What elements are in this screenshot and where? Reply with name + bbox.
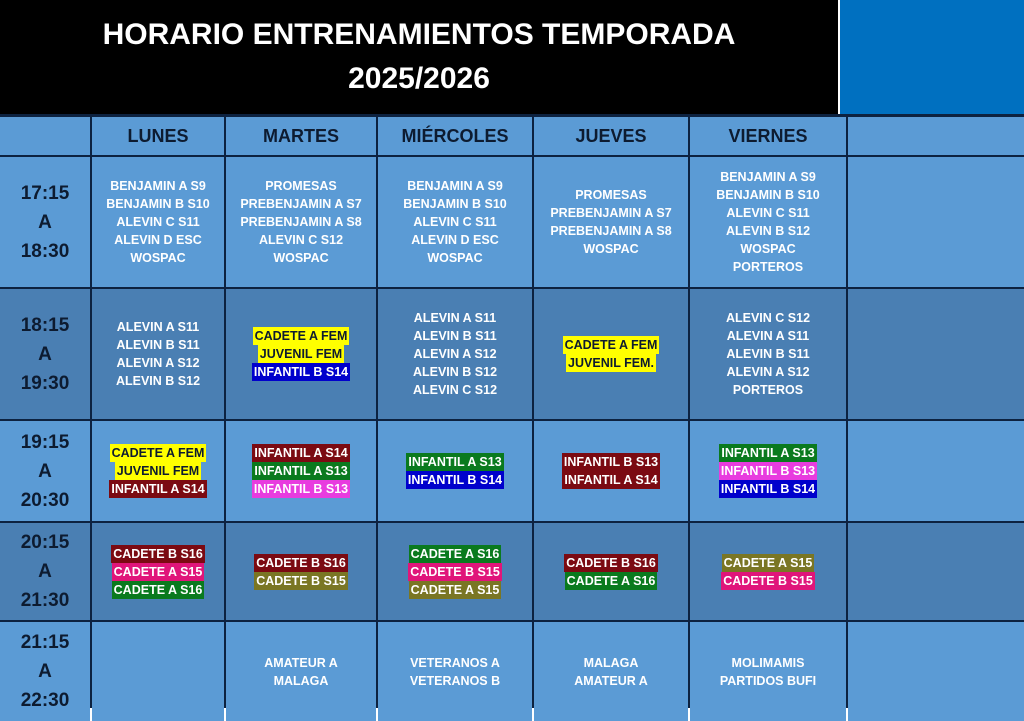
time-slot-text: 21:30 xyxy=(20,590,70,611)
schedule-cell-jueves xyxy=(534,289,688,419)
team-entry: CADETE B S15 xyxy=(410,564,500,579)
schedule-cell-lunes xyxy=(92,157,224,287)
team-entry: PORTEROS xyxy=(732,260,804,274)
team-entry: PREBENJAMIN A S7 xyxy=(240,197,362,211)
team-entry: MALAGA xyxy=(583,655,639,670)
time-slot-text: 18:30 xyxy=(20,240,70,262)
schedule-cell-martes xyxy=(226,421,376,521)
time-slot-cell xyxy=(0,289,90,419)
schedule-cell-martes xyxy=(226,622,376,721)
schedule-cell-miércoles xyxy=(378,421,532,521)
empty-extra-cell xyxy=(848,622,1024,721)
team-entry: AMATEUR A xyxy=(264,655,338,670)
team-entry: WOSPAC xyxy=(427,251,483,265)
team-entry: WOSPAC xyxy=(273,251,329,265)
team-entry: CADETE A S15 xyxy=(723,555,813,570)
team-entry: INFANTIL A S13 xyxy=(254,464,348,478)
schedule-cell-viernes xyxy=(690,157,846,287)
team-entry: CADETE B S16 xyxy=(113,546,203,561)
team-entry: ALEVIN B S12 xyxy=(725,224,811,238)
schedule-cell-miércoles xyxy=(378,622,532,721)
team-entry: ALEVIN B S11 xyxy=(116,338,200,352)
team-entry: JUVENIL FEM. xyxy=(568,356,654,370)
time-slot-text: 19:30 xyxy=(20,372,70,394)
empty-extra-cell xyxy=(848,157,1024,287)
time-slot-text: A xyxy=(38,661,52,682)
time-slot-cell xyxy=(0,157,90,287)
team-entry: JUVENIL FEM xyxy=(259,347,343,361)
schedule-cell-miércoles xyxy=(378,523,532,620)
team-entry: PROMESAS xyxy=(575,188,647,202)
schedule-grid xyxy=(0,114,1024,711)
team-entry: ALEVIN B S12 xyxy=(412,365,498,379)
team-entry: CADETE A FEM xyxy=(111,446,205,460)
team-entry: PARTIDOS BUFI xyxy=(719,673,817,688)
team-entry: WOSPAC xyxy=(740,242,796,256)
team-entry: CADETE A S15 xyxy=(410,582,500,597)
team-entry: ALEVIN A S11 xyxy=(413,311,497,325)
team-entry: ALEVIN C S11 xyxy=(726,206,810,220)
schedule-cell-jueves xyxy=(534,157,688,287)
schedule-cell-martes xyxy=(226,157,376,287)
team-entry: WOSPAC xyxy=(583,242,639,256)
empty-extra-cell xyxy=(848,289,1024,419)
team-entry: ALEVIN C S11 xyxy=(413,215,497,229)
team-entry: CADETE A S16 xyxy=(113,582,203,597)
time-slot-text: A xyxy=(38,561,52,582)
team-entry: VETERANOS A xyxy=(410,655,500,670)
day-header-jueves: JUEVES xyxy=(534,117,688,155)
time-slot-text: 20:30 xyxy=(20,489,70,511)
team-entry: CADETE A S16 xyxy=(566,573,656,588)
corner-block xyxy=(840,0,1024,114)
team-entry: INFANTIL A S14 xyxy=(254,446,348,460)
team-entry: JUVENIL FEM xyxy=(116,464,200,478)
team-entry: BENJAMIN A S9 xyxy=(720,170,816,184)
team-entry: CADETE A S15 xyxy=(113,564,203,579)
title-line-2: 2025/2026 xyxy=(348,62,490,95)
team-entry: PREBENJAMIN A S8 xyxy=(240,215,362,229)
team-entry: ALEVIN C S12 xyxy=(258,233,344,247)
team-entry: ALEVIN A S11 xyxy=(726,329,810,343)
team-entry: ALEVIN C S11 xyxy=(116,215,200,229)
schedule-title xyxy=(0,0,838,114)
team-entry: MALAGA xyxy=(273,673,329,688)
team-entry: BENJAMIN A S9 xyxy=(407,179,503,193)
time-slot-text: A xyxy=(38,343,52,365)
team-entry: CADETE B S16 xyxy=(256,555,346,570)
team-entry: ALEVIN C S12 xyxy=(725,311,811,325)
team-entry: PROMESAS xyxy=(265,179,337,193)
team-entry: AMATEUR A xyxy=(574,673,648,688)
team-entry: WOSPAC xyxy=(130,251,186,265)
team-entry: CADETE A FEM xyxy=(564,338,658,352)
day-header-martes: MARTES xyxy=(226,117,376,155)
team-entry: BENJAMIN B S10 xyxy=(403,197,507,211)
schedule-cell-miércoles xyxy=(378,157,532,287)
schedule-cell-jueves xyxy=(534,421,688,521)
schedule-cell-lunes xyxy=(92,421,224,521)
team-entry: INFANTIL A S13 xyxy=(408,455,502,469)
team-entry: PORTEROS xyxy=(732,383,804,397)
team-entry: CADETE B S15 xyxy=(723,573,813,588)
team-entry: INFANTIL B S14 xyxy=(407,473,503,487)
schedule-cell-viernes xyxy=(690,622,846,721)
header-extra-cell xyxy=(848,117,1024,155)
schedule-cell-jueves xyxy=(534,622,688,721)
schedule-cell-jueves xyxy=(534,523,688,620)
team-entry: BENJAMIN B S10 xyxy=(106,197,210,211)
schedule-cell-miércoles xyxy=(378,289,532,419)
schedule-cell-viernes xyxy=(690,421,846,521)
team-entry: ALEVIN D ESC xyxy=(114,233,202,247)
team-entry: CADETE A S16 xyxy=(410,546,500,561)
team-entry: INFANTIL A S14 xyxy=(564,473,658,487)
schedule-cell-viernes xyxy=(690,523,846,620)
time-slot-text: 22:30 xyxy=(20,690,70,711)
team-entry: ALEVIN A S12 xyxy=(116,356,200,370)
time-slot-cell xyxy=(0,421,90,521)
team-entry: ALEVIN A S11 xyxy=(116,320,200,334)
time-slot-cell xyxy=(0,523,90,620)
header-corner-cell xyxy=(0,117,90,155)
team-entry: INFANTIL B S13 xyxy=(563,455,659,469)
time-slot-text: 17:15 xyxy=(20,182,70,204)
schedule-cell-martes xyxy=(226,523,376,620)
empty-extra-cell xyxy=(848,421,1024,521)
empty-extra-cell xyxy=(848,523,1024,620)
team-entry: PREBENJAMIN A S7 xyxy=(550,206,672,220)
time-slot-text: 21:15 xyxy=(20,632,70,653)
time-slot-text: A xyxy=(38,211,52,233)
team-entry: VETERANOS B xyxy=(409,673,501,688)
day-header-viernes: VIERNES xyxy=(690,117,846,155)
schedule-cell-viernes xyxy=(690,289,846,419)
team-entry: INFANTIL B S14 xyxy=(720,482,816,496)
team-entry: INFANTIL B S14 xyxy=(253,365,349,379)
schedule-cell-lunes xyxy=(92,622,224,721)
time-slot-text: 19:15 xyxy=(20,431,70,453)
team-entry: BENJAMIN A S9 xyxy=(110,179,206,193)
team-entry: ALEVIN B S11 xyxy=(726,347,810,361)
schedule-cell-lunes xyxy=(92,289,224,419)
team-entry: BENJAMIN B S10 xyxy=(716,188,820,202)
time-slot-text: A xyxy=(38,460,52,482)
team-entry: ALEVIN D ESC xyxy=(411,233,499,247)
team-entry: INFANTIL B S13 xyxy=(720,464,816,478)
team-entry: INFANTIL A S13 xyxy=(721,446,815,460)
team-entry: CADETE B S16 xyxy=(566,555,656,570)
team-entry: CADETE B S15 xyxy=(256,573,346,588)
day-header-lunes: LUNES xyxy=(92,117,224,155)
time-slot-text: 20:15 xyxy=(20,532,70,553)
day-header-miercoles: MIÉRCOLES xyxy=(378,117,532,155)
title-line-1: HORARIO ENTRENAMIENTOS TEMPORADA xyxy=(102,18,736,51)
time-slot-cell xyxy=(0,622,90,721)
time-slot-text: 18:15 xyxy=(20,314,70,336)
team-entry: ALEVIN B S11 xyxy=(413,329,497,343)
schedule-cell-lunes xyxy=(92,523,224,620)
team-entry: CADETE A FEM xyxy=(254,329,348,343)
team-entry: ALEVIN A S12 xyxy=(726,365,810,379)
team-entry: INFANTIL A S14 xyxy=(111,482,205,496)
team-entry: ALEVIN A S12 xyxy=(413,347,497,361)
schedule-cell-martes xyxy=(226,289,376,419)
team-entry: INFANTIL B S13 xyxy=(253,482,349,496)
team-entry: ALEVIN B S12 xyxy=(115,374,201,388)
team-entry: ALEVIN C S12 xyxy=(412,383,498,397)
team-entry: PREBENJAMIN A S8 xyxy=(550,224,672,238)
team-entry: MOLIMAMIS xyxy=(731,655,805,670)
